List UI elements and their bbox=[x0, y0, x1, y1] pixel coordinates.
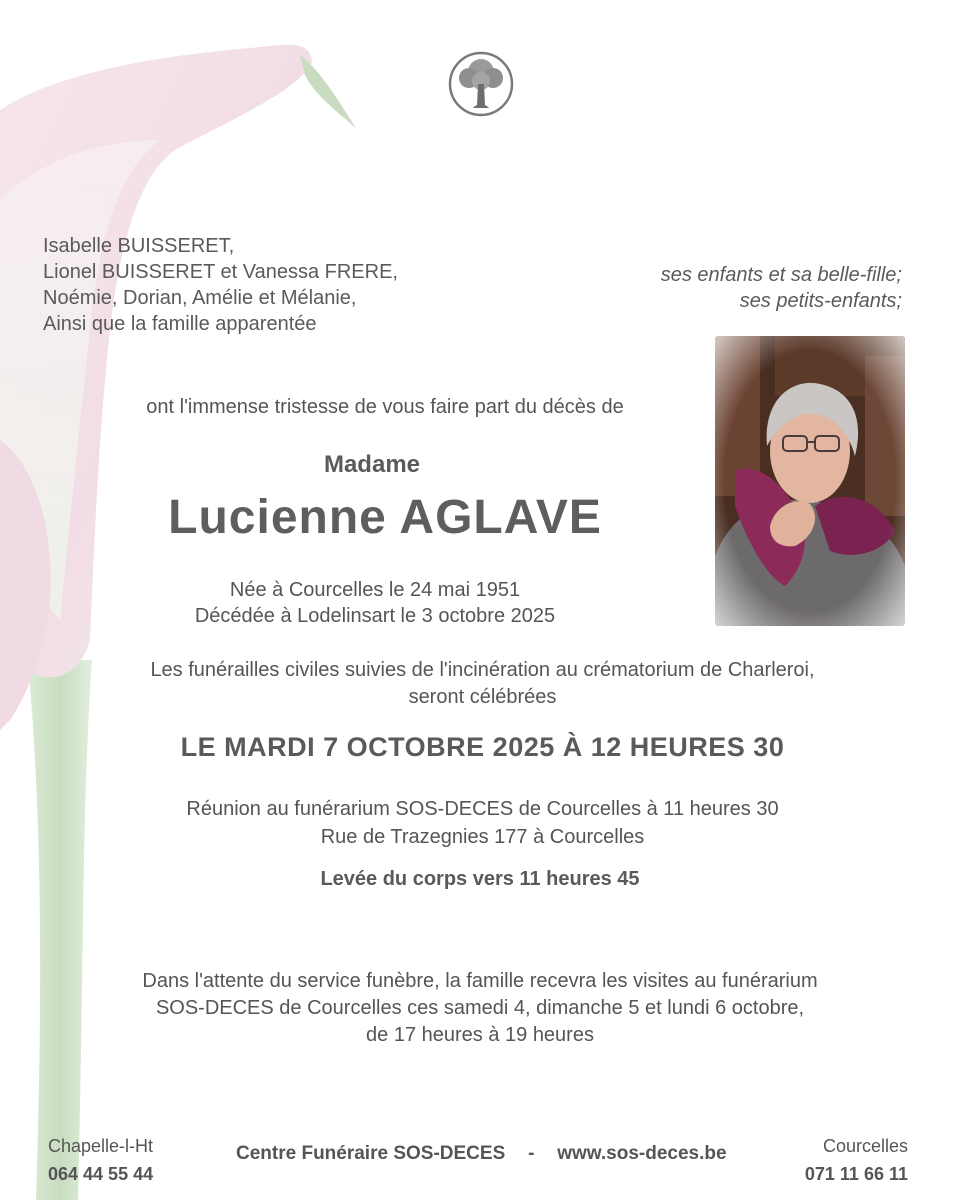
footer-separator: - bbox=[528, 1143, 535, 1164]
honorific: Madame bbox=[323, 451, 421, 478]
visits-info bbox=[60, 968, 900, 1049]
reunion-info bbox=[80, 795, 885, 851]
family-names bbox=[43, 233, 398, 337]
funeral-line: seront célébrées bbox=[408, 686, 557, 708]
funeral-line: Les funérailles civiles suivies de l'incinération au crématorium de Charleroi, bbox=[150, 659, 815, 681]
footer-left-phone: 064 44 55 44 bbox=[48, 1164, 154, 1184]
deceased-name: Lucienne AGLAVE bbox=[168, 491, 602, 544]
funeral-center-name: Centre Funéraire SOS-DECES bbox=[236, 1143, 506, 1164]
visits-line: Dans l'attente du service funèbre, la famille recevra les visites au funérarium bbox=[142, 970, 818, 992]
visits-line: SOS-DECES de Courcelles ces samedi 4, dimanche 5 et lundi 6 octobre, bbox=[155, 997, 805, 1019]
family-relations bbox=[661, 262, 902, 314]
tree-of-life-icon bbox=[447, 48, 515, 120]
relation-line: ses enfants et sa belle-fille; bbox=[660, 264, 902, 286]
birth-death-dates bbox=[110, 577, 640, 629]
reunion-line: Réunion au funérarium SOS-DECES de Courcelles à 11 heures 30 bbox=[186, 798, 779, 820]
footer-right-contact bbox=[805, 1132, 908, 1188]
footer-right-city: Courcelles bbox=[822, 1136, 908, 1156]
family-line: Lionel BUISSERET et Vanessa FRERE, bbox=[43, 261, 398, 283]
family-line: Ainsi que la famille apparentée bbox=[43, 313, 317, 335]
website-link[interactable]: www.sos-deces.be bbox=[557, 1143, 727, 1164]
death-line: Décédée à Lodelinsart le 3 octobre 2025 bbox=[194, 605, 556, 627]
reunion-address: Rue de Trazegnies 177 à Courcelles bbox=[320, 826, 645, 848]
footer-left-city: Chapelle-l-Ht bbox=[48, 1136, 154, 1156]
footer-right-phone: 071 11 66 11 bbox=[804, 1164, 908, 1184]
levee-info: Levée du corps vers 11 heures 45 bbox=[320, 868, 640, 890]
footer-left-contact bbox=[48, 1132, 153, 1188]
ceremony-datetime: LE MARDI 7 OCTOBRE 2025 À 12 HEURES 30 bbox=[180, 732, 785, 762]
portrait-photo bbox=[715, 336, 905, 626]
family-line: Isabelle BUISSERET, bbox=[43, 235, 235, 257]
visits-line: de 17 heures à 19 heures bbox=[366, 1024, 594, 1046]
birth-line: Née à Courcelles le 24 mai 1951 bbox=[229, 579, 521, 601]
footer-center bbox=[236, 1143, 727, 1165]
family-line: Noémie, Dorian, Amélie et Mélanie, bbox=[43, 287, 357, 309]
relation-line: ses petits-enfants; bbox=[739, 290, 902, 312]
announcement-intro: ont l'immense tristesse de vous faire part du décès de bbox=[146, 396, 624, 418]
funeral-description bbox=[80, 657, 885, 711]
